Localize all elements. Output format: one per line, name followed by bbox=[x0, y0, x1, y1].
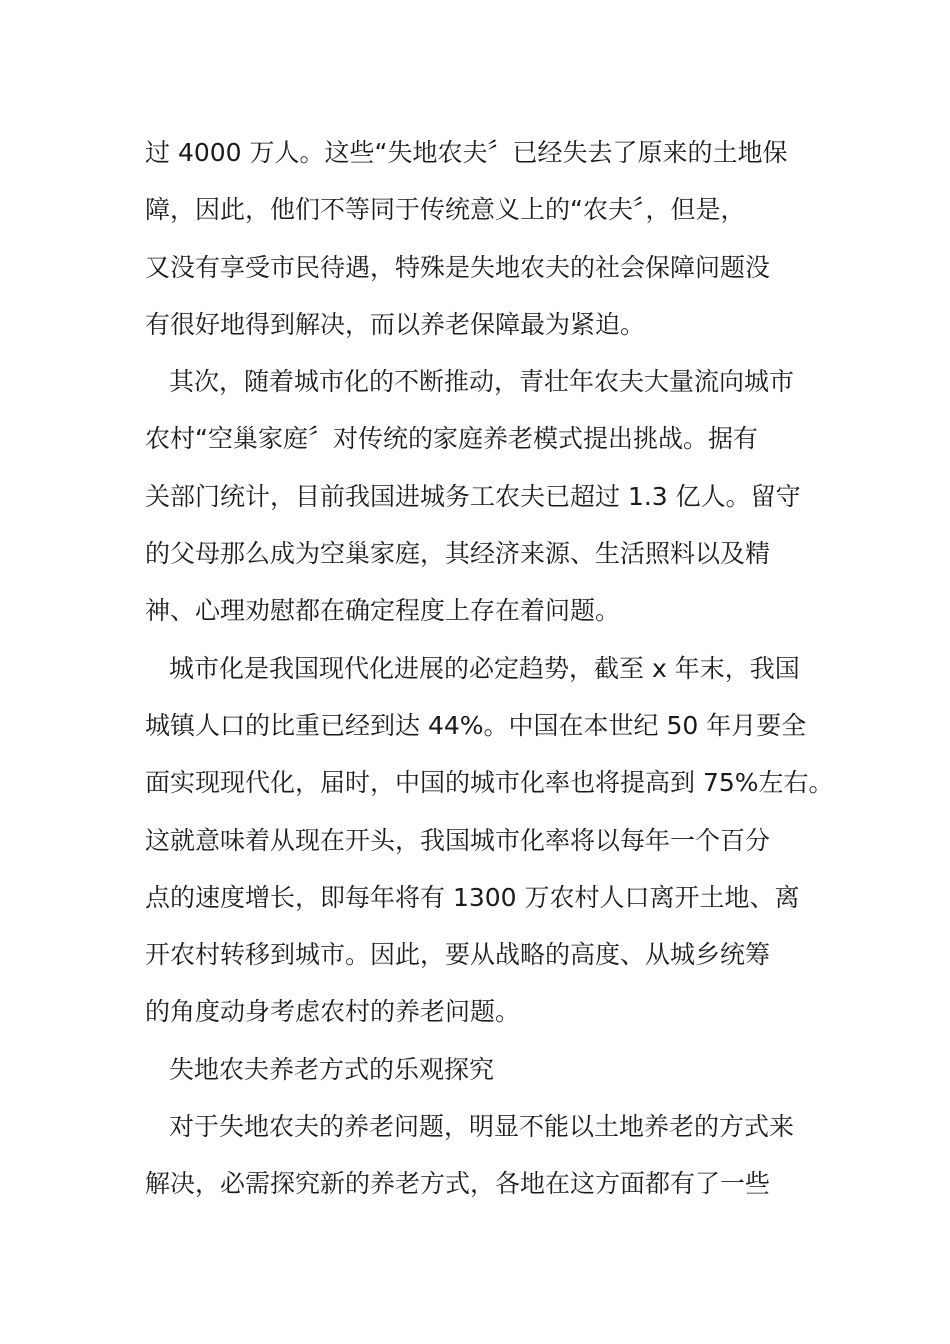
text-line: 解决，必需探究新的养老方式，各地在这方面都有了一些 bbox=[145, 1169, 771, 1199]
text-line: 面实现现代化，届时，中国的城市化率也将提高到 75%左右。 bbox=[145, 768, 834, 798]
document-body bbox=[145, 124, 834, 1213]
text-line: 又没有享受市民待遇，特殊是失地农夫的社会保障问题没 bbox=[145, 252, 771, 282]
text-line: 过 4000 万人。这些“失地农夫〞已经失去了原来的土地保 bbox=[145, 138, 788, 167]
text-line: 神、心理劝慰都在确定程度上存在着问题。 bbox=[145, 596, 621, 626]
text-line: 其次，随着城市化的不断推动，青壮年农夫大量流向城市 bbox=[169, 367, 795, 397]
text-line: 开农村转移到城市。因此，要从战略的高度、从城乡统筹 bbox=[145, 940, 771, 970]
text-line: 障，因此，他们不等同于传统意义上的“农夫〞，但是， bbox=[145, 195, 746, 225]
text-line: 城市化是我国现代化进展的必定趋势，截至 x 年末，我国 bbox=[169, 653, 800, 683]
text-line: 这就意味着从现在开头，我国城市化率将以每年一个百分 bbox=[145, 825, 771, 855]
text-line: 的角度动身考虑农村的养老问题。 bbox=[145, 997, 521, 1027]
text-line: 关部门统计，目前我国进城务工农夫已超过 1.3 亿人。留守 bbox=[145, 481, 801, 511]
text-line: 点的速度增长，即每年将有 1300 万农村人口离开土地、离 bbox=[145, 882, 800, 912]
text-line: 的父母那么成为空巢家庭，其经济来源、生活照料以及精 bbox=[145, 539, 771, 569]
text-line: 城镇人口的比重已经到达 44%。中国在本世纪 50 年月要全 bbox=[145, 710, 807, 740]
section-heading: 失地农夫养老方式的乐观探究 bbox=[169, 1054, 495, 1084]
text-line: 有很好地得到解决，而以养老保障最为紧迫。 bbox=[145, 309, 646, 339]
text-line: 农村“空巢家庭〞对传统的家庭养老模式提出挑战。据有 bbox=[145, 424, 758, 454]
text-line: 对于失地农夫的养老问题，明显不能以土地养老的方式来 bbox=[169, 1112, 795, 1142]
